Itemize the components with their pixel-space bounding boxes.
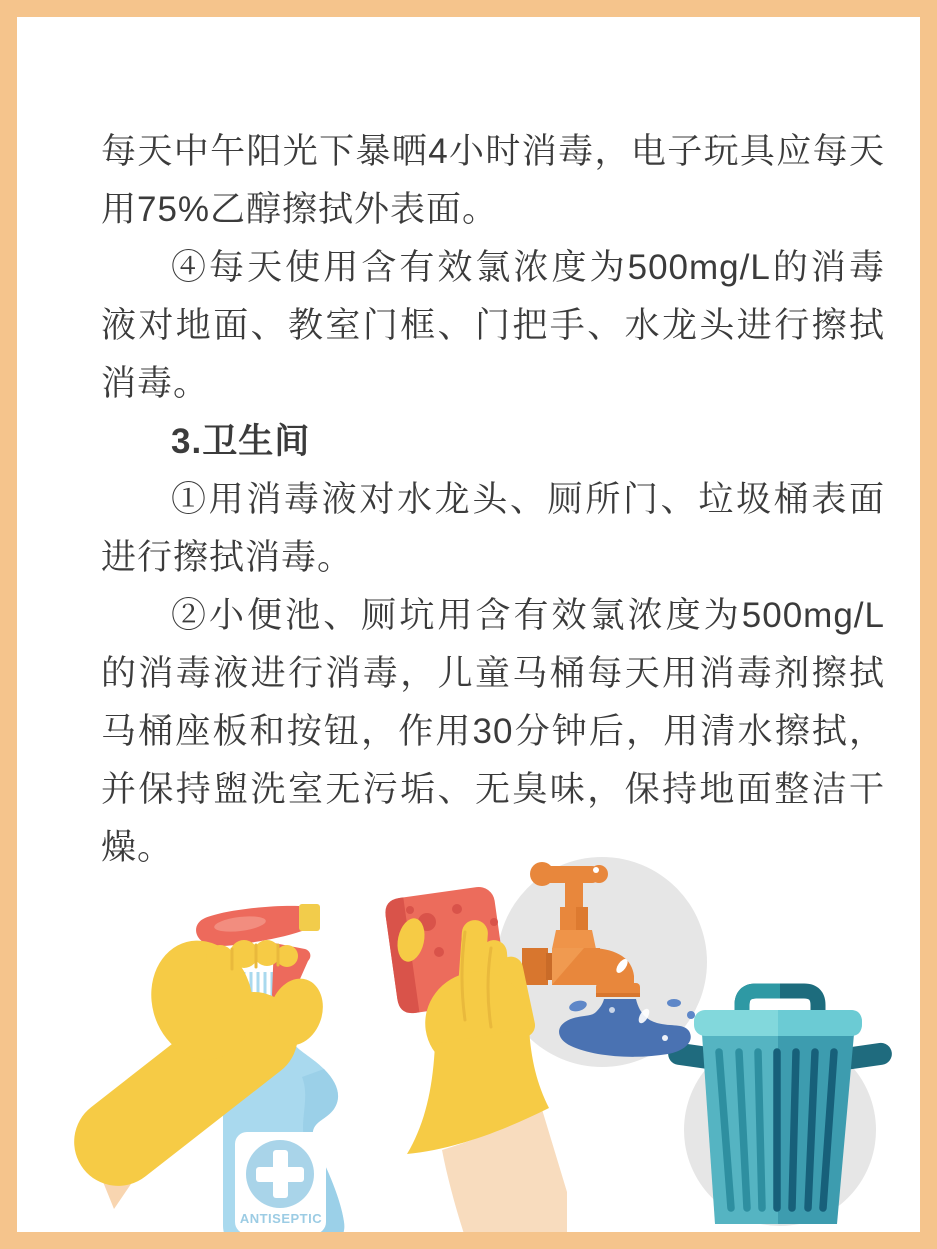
- paragraph-urinal-toilet: ②小便池、厕坑用含有效氯浓度为500mg/L的消毒液进行消毒，儿童马桶每天用消毒剂擦拭马桶座板和按钮，作用30分钟后，用清水擦拭，并保持盥洗室无污垢、无臭味，保持地面整洁干燥。: [101, 596, 885, 867]
- antiseptic-label-text: ANTISEPTIC: [239, 1211, 323, 1226]
- article-text: [101, 123, 885, 877]
- sponge-hand-illustration: [347, 862, 567, 1237]
- paragraph-sun-disinfection: 每天中午阳光下暴晒4小时消毒，电子玩具应每天用75%乙醇擦拭外表面。: [101, 132, 885, 229]
- section-heading-bathroom: 3.卫生间: [171, 422, 311, 461]
- antiseptic-label: [235, 1132, 326, 1234]
- paragraph-faucet-door-bin: ①用消毒液对水龙头、厕所门、垃圾桶表面进行擦拭消毒。: [101, 480, 885, 577]
- paragraph-chlorine-wipe: ④每天使用含有效氯浓度为500mg/L的消毒液对地面、教室门框、门把手、水龙头进行擦拭消毒。: [101, 248, 885, 403]
- spray-bottle-illustration: [72, 897, 362, 1247]
